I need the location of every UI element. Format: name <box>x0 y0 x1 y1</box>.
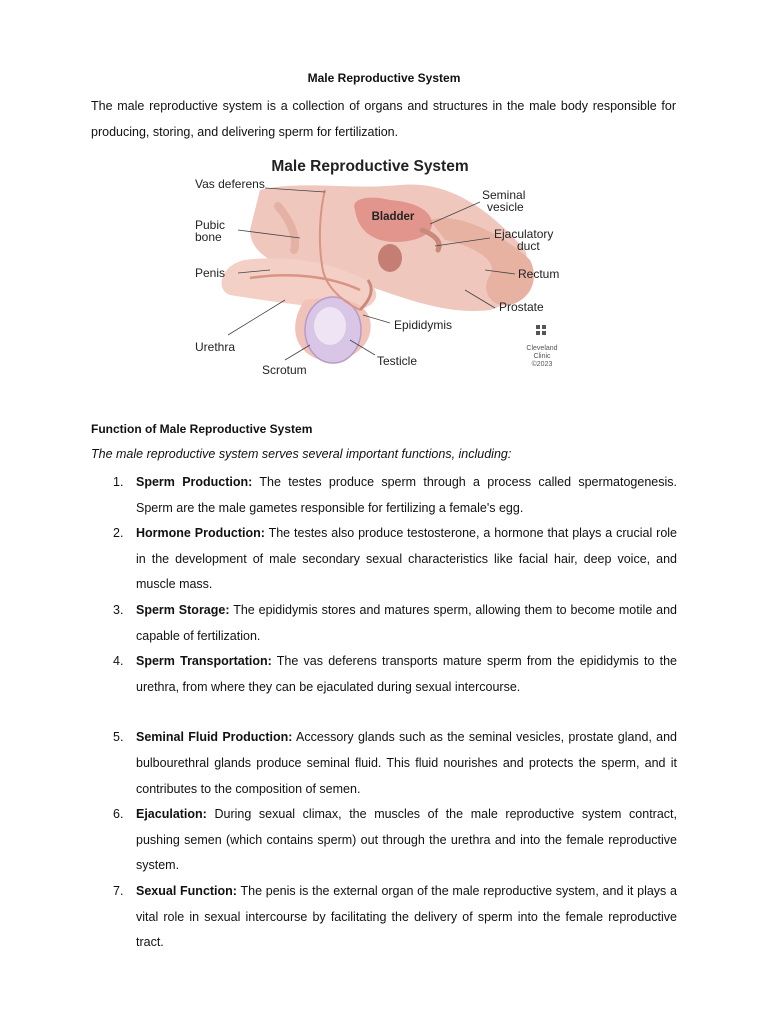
item-text: The testes also produce testosterone, a hormone that plays a crucial role in the development of male secondary sexual characteristics like facial hair, deep voice, and muscle mass. <box>136 526 677 592</box>
label-penis: Penis <box>195 266 226 280</box>
item-number: 5. <box>113 730 124 745</box>
label-testicle: Testicle <box>377 354 418 368</box>
label-duct: duct <box>517 239 540 253</box>
item-text: Accessory glands such as the seminal vesicles, prostate gland, and bulbourethral glands produce seminal fluid. This fluid nourishes and protects the sperm, and it contributes to the composition of semen. <box>136 730 677 796</box>
section-lead: The male reproductive system serves several important functions, including: <box>91 447 512 461</box>
figure-title: Male Reproductive System <box>271 158 469 175</box>
label-bone: bone <box>195 230 222 244</box>
label-urethra: Urethra <box>195 340 236 354</box>
item-label: Ejaculation: <box>136 807 207 822</box>
item-number: 2. <box>113 526 124 541</box>
item-label: Hormone Production: <box>136 526 265 541</box>
list-item <box>91 649 677 700</box>
label-seminal: Seminal <box>482 188 526 202</box>
label-rectum: Rectum <box>518 267 560 281</box>
section-title: Function of Male Reproductive System <box>91 422 313 436</box>
label-scrotum: Scrotum <box>262 363 307 377</box>
credit-line-2: Clinic <box>533 353 551 360</box>
item-number: 3. <box>113 602 124 617</box>
intro-paragraph: The male reproductive system is a collection of organs and structures in the male body responsible for producing, storing, and delivering sperm for fertilization. <box>91 99 676 139</box>
item-number: 4. <box>113 654 124 669</box>
item-text: The vas deferens transports mature sperm from the epididymis to the urethra, from where they can be ejaculated during sexual intercourse. <box>136 654 678 694</box>
label-bladder: Bladder <box>371 211 415 223</box>
list-item <box>91 470 677 521</box>
item-text: During sexual climax, the muscles of the male reproductive system contract, pushing semen (which contains sperm) out through the urethra and into the female reproductive system. <box>136 807 677 873</box>
list-item <box>91 725 677 802</box>
item-label: Sperm Production: <box>136 475 253 489</box>
item-label: Sexual Function: <box>136 883 237 898</box>
item-text: The penis is the external organ of the male reproductive system, and it plays a vital role in sexual intercourse by facilitating the delivery of sperm into the female reproductive tract. <box>136 883 677 950</box>
list-item <box>91 521 677 598</box>
label-ejaculatory: Ejaculatory <box>494 227 554 241</box>
function-list <box>91 470 677 956</box>
item-text: The testes produce sperm through a process called spermatogenesis. Sperm are the male gametes responsible for fertilizing a female's egg. <box>136 475 677 515</box>
credit-line-1: Cleveland <box>526 345 558 352</box>
list-item <box>91 879 677 956</box>
item-label: Sperm Storage: <box>136 602 230 617</box>
label-prostate: Prostate <box>499 300 544 314</box>
list-item <box>91 598 677 649</box>
item-number: 1. <box>113 475 124 489</box>
label-epididymis: Epididymis <box>394 318 453 332</box>
document-title: Male Reproductive System <box>307 71 461 85</box>
label-vas-deferens: Vas deferens <box>195 177 265 191</box>
item-label: Seminal Fluid Production: <box>136 730 293 745</box>
item-text: The epididymis stores and matures sperm, allowing them to become motile and capable of fertilization. <box>136 602 677 643</box>
credit-line-3: ©2023 <box>531 361 553 368</box>
cleveland-clinic-logo <box>536 325 546 335</box>
item-number: 6. <box>113 807 124 822</box>
list-gap <box>91 700 677 725</box>
item-label: Sperm Transportation: <box>136 654 272 669</box>
anatomy-figure <box>190 150 590 385</box>
label-vesicle: vesicle <box>487 200 524 214</box>
label-pubic: Pubic <box>195 218 226 232</box>
item-number: 7. <box>113 883 124 898</box>
list-item <box>91 802 677 879</box>
